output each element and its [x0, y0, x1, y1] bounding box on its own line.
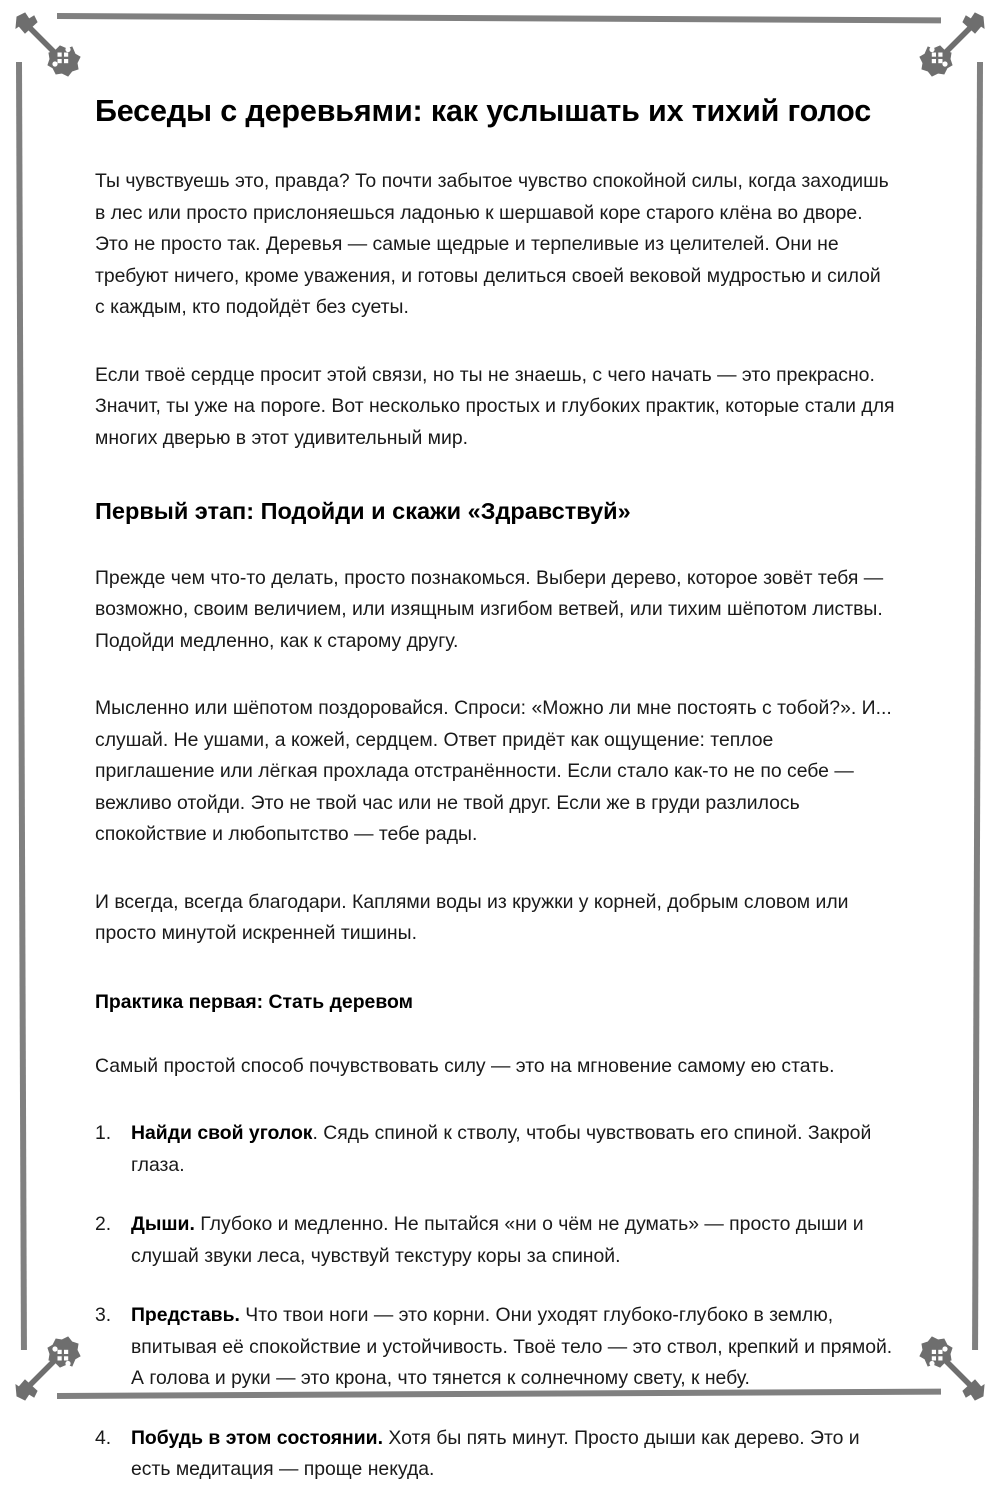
list-item	[95, 1118, 895, 1181]
section-paragraph-2: Мысленно или шёпотом поздоровайся. Спроси: «Можно ли мне постоять с тобой?». И... слушай. Не ушами, а кожей, сердцем. Ответ придёт как ощущение: теплое приглашение или лёгкая прохлада отстранённости. Если стало как-то не по себе — вежливо отойди. Это не твой час или не твой друг. Если же в груди разлилось спокойствие и любопытство — тебе рады.	[95, 697, 892, 846]
list-item-number: 4.	[95, 1426, 112, 1449]
frame-left-rule	[16, 62, 27, 1350]
key-ornament-icon-top-left	[8, 6, 94, 92]
article-body	[95, 0, 895, 1486]
practice-intro-paragraph: Самый простой способ почувствовать силу — это на мгновение самому ею стать.	[95, 1054, 835, 1077]
section-paragraph-3: И всегда, всегда благодари. Каплями воды из кружки у корней, добрым словом или просто минутой искренней тишины.	[95, 890, 849, 945]
list-item	[95, 1423, 895, 1486]
page-title: Беседы с деревьями: как услышать их тихий голос	[95, 94, 872, 128]
subsection-heading-practice-one: Практика первая: Стать деревом	[95, 990, 413, 1013]
section-heading-first-step: Первый этап: Подойди и скажи «Здравствуй»	[95, 498, 631, 525]
list-item-text: Глубоко и медленно. Не пытайся «ни о чём не думать» — просто дыши и слушай звуки леса, чувствуй текстуру коры за спиной.	[131, 1213, 864, 1267]
list-item-lead: Дыши.	[131, 1213, 195, 1236]
intro-paragraph-1: Ты чувствуешь это, правда? То почти забытое чувство спокойной силы, когда заходишь в лес или просто прислоняешься ладонью к шершавой коре старого клёна во дворе. Это не просто так. Деревья — самые щедрые и терпеливые из целителей. Они не требуют ничего, кроме уважения, и готовы делиться своей вековой мудростью и силой с каждым, кто подойдёт без суеты.	[95, 170, 889, 319]
list-item-text: Хотя бы пять минут. Просто дыши как дерево. Это и есть медитация — проще некуда.	[131, 1426, 860, 1481]
key-ornament-icon-top-right	[906, 6, 992, 92]
list-item-lead: Побудь в этом состоянии.	[131, 1426, 383, 1449]
list-item-lead: Представь.	[131, 1304, 240, 1327]
list-item-lead: Найди свой уголок	[131, 1122, 313, 1145]
list-item	[95, 1300, 895, 1395]
list-item-text: . Сядь спиной к стволу, чтобы чувствовать его спиной. Закрой глаза.	[131, 1122, 872, 1176]
key-ornament-icon-bottom-right	[906, 1321, 992, 1407]
list-item-number: 1.	[95, 1122, 112, 1145]
intro-paragraph-2: Если твоё сердце просит этой связи, но ты не знаешь, с чего начать — это прекрасно. Значит, ты уже на пороге. Вот несколько простых и глубоких практик, которые стали для многих дверью в этот удивительный мир.	[95, 363, 895, 449]
list-item-number: 2.	[95, 1213, 112, 1236]
frame-right-rule	[972, 62, 983, 1350]
practice-steps-list	[95, 1082, 895, 1486]
list-item	[95, 1209, 895, 1272]
list-item-text: Что твои ноги — это корни. Они уходят глубоко-глубоко в землю, впитывая её спокойствие и устойчивость. Твоё тело — это ствол, крепкий и прямой. А голова и руки — это крона, что тянется к солнечному свету, к небу.	[131, 1304, 893, 1390]
key-ornament-icon-bottom-left	[8, 1321, 94, 1407]
section-paragraph-1: Прежде чем что-то делать, просто познакомься. Выбери дерево, которое зовёт тебя — возможно, своим величием, или изящным изгибом ветвей, или тихим шёпотом листвы. Подойди медленно, как к старому другу.	[95, 566, 884, 652]
list-item-number: 3.	[95, 1304, 112, 1327]
